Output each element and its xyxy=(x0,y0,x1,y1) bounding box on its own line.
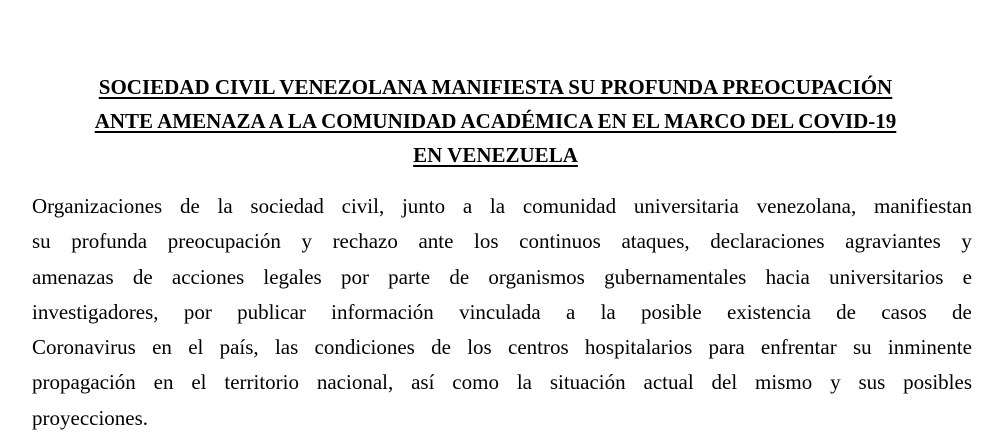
word: en xyxy=(152,335,172,360)
word: universitarios xyxy=(829,264,944,289)
word: de xyxy=(431,335,451,360)
document-title xyxy=(20,70,971,172)
word: existencia xyxy=(726,299,811,324)
word: y xyxy=(830,370,841,395)
paragraph-line xyxy=(32,224,972,259)
word: universitaria xyxy=(633,194,739,218)
word: a xyxy=(462,194,473,218)
word: su xyxy=(32,229,51,254)
paragraph-line xyxy=(32,260,972,295)
word: y xyxy=(961,229,972,254)
word: por xyxy=(340,264,369,289)
word: investigadores, xyxy=(32,299,159,324)
word: preocupación xyxy=(167,229,281,254)
word: Coronavirus xyxy=(32,335,136,360)
title-line xyxy=(20,138,971,172)
word: casos xyxy=(881,299,927,324)
word: los xyxy=(474,229,499,254)
title-line-text: SOCIEDAD CIVIL VENEZOLANA MANIFIESTA SU PROFUNDA PREOCUPACIÓN xyxy=(98,75,893,99)
word: de xyxy=(449,264,470,289)
word: Organizaciones xyxy=(32,194,163,218)
word: rechazo xyxy=(332,229,398,254)
word: e xyxy=(962,264,972,289)
title-line xyxy=(20,70,971,104)
word: del xyxy=(711,370,738,395)
word: inminente xyxy=(887,335,972,360)
word: profunda xyxy=(71,229,148,254)
word: posibles xyxy=(903,370,972,395)
word: sus xyxy=(858,370,886,395)
word: a xyxy=(565,299,576,324)
word: vinculada xyxy=(459,299,541,324)
word: parte xyxy=(388,264,431,289)
word: propagación xyxy=(32,370,136,395)
word: así xyxy=(411,370,435,395)
word: la xyxy=(489,194,506,218)
word: ante xyxy=(418,229,454,254)
word: amenazas xyxy=(32,264,114,289)
paragraph-line xyxy=(32,365,972,400)
word: acciones xyxy=(171,264,245,289)
word: territorio xyxy=(224,370,299,395)
word: hacia xyxy=(765,264,810,289)
word: como xyxy=(452,370,499,395)
word: de xyxy=(836,299,856,324)
paragraph-line: proyecciones. xyxy=(32,405,149,430)
word: condiciones xyxy=(314,335,415,360)
word: ataques, xyxy=(621,229,690,254)
word: las xyxy=(274,335,299,360)
paragraph-line xyxy=(32,330,972,365)
paragraph-line xyxy=(32,189,972,224)
word: mismo xyxy=(755,370,813,395)
word: los xyxy=(467,335,492,360)
word: la xyxy=(217,194,233,218)
word: información xyxy=(331,299,434,324)
word: declaraciones xyxy=(710,229,825,254)
word: su xyxy=(852,335,872,360)
word: de xyxy=(952,299,972,324)
word: hospitalarios xyxy=(584,335,693,360)
word: agraviantes xyxy=(845,229,941,254)
word: por xyxy=(183,299,212,324)
title-line-text: ANTE AMENAZA A LA COMUNIDAD ACADÉMICA EN EL MARCO DEL COVID-19 xyxy=(94,109,897,133)
word: en xyxy=(153,370,174,395)
title-line xyxy=(20,104,971,138)
word: gubernamentales xyxy=(604,264,747,289)
body-paragraph xyxy=(32,189,972,436)
word: legales xyxy=(263,264,322,289)
word: país, xyxy=(219,335,259,360)
word: el xyxy=(188,335,204,360)
word: enfrentar xyxy=(760,335,837,360)
word: continuos xyxy=(519,229,601,254)
word: y xyxy=(301,229,312,254)
word: venezolana, xyxy=(756,194,857,218)
word: centros xyxy=(508,335,569,360)
title-line-text: EN VENEZUELA xyxy=(413,143,578,167)
word: para xyxy=(708,335,745,360)
word: comunidad xyxy=(522,194,617,218)
word: actual xyxy=(643,370,694,395)
word: publicar xyxy=(237,299,306,324)
word: la xyxy=(600,299,616,324)
word: organismos xyxy=(488,264,585,289)
word: junto xyxy=(401,194,446,218)
word: de xyxy=(132,264,153,289)
word: situación xyxy=(549,370,626,395)
word: manifiestan xyxy=(874,194,972,218)
paragraph-line xyxy=(32,295,972,330)
word: posible xyxy=(641,299,702,324)
word: sociedad xyxy=(250,194,324,218)
word: el xyxy=(191,370,207,395)
word: nacional, xyxy=(316,370,394,395)
word: civil, xyxy=(341,194,385,218)
word: la xyxy=(516,370,532,395)
word: de xyxy=(179,194,200,218)
